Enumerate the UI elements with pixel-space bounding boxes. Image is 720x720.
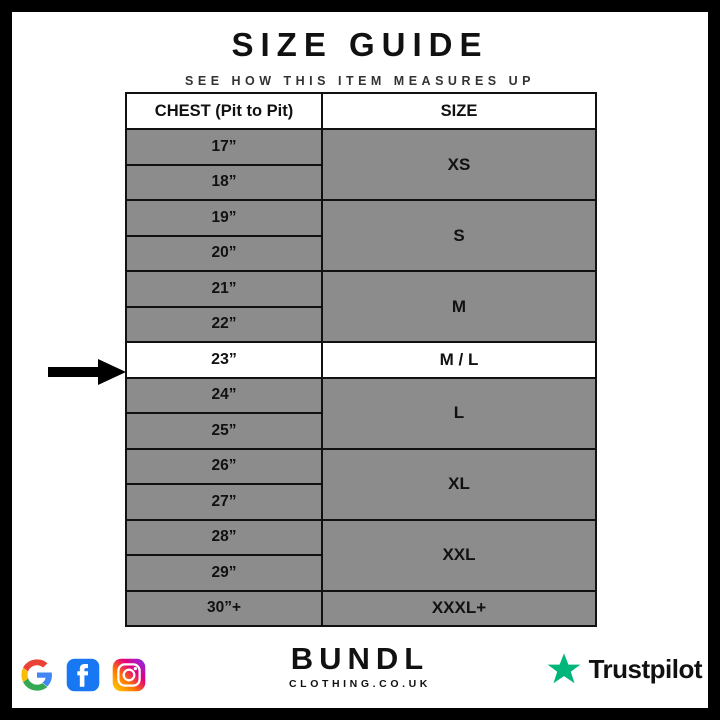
size-cell: M / L [322, 342, 596, 378]
chest-cell: 20” [126, 236, 322, 272]
table-row [126, 129, 596, 165]
footer [12, 636, 708, 698]
table-row [126, 271, 596, 307]
chest-cell: 23” [126, 342, 322, 378]
column-header-size: SIZE [322, 93, 596, 129]
chest-cell: 21” [126, 271, 322, 307]
brand-website: CLOTHING.CO.UK [289, 678, 431, 690]
chest-cell: 22” [126, 307, 322, 343]
size-cell: XL [322, 449, 596, 520]
trustpilot-label: Trustpilot [588, 653, 702, 684]
table-row [126, 200, 596, 236]
highlight-arrow-icon [48, 359, 126, 385]
chest-cell: 29” [126, 555, 322, 591]
chest-cell: 18” [126, 165, 322, 201]
page-subtitle: SEE HOW THIS ITEM MEASURES UP [185, 74, 535, 88]
column-header-chest: CHEST (Pit to Pit) [126, 93, 322, 129]
table-row [126, 342, 596, 378]
brand-name: BUNDL [290, 641, 430, 677]
trustpilot-star-icon [547, 652, 581, 686]
chest-cell: 27” [126, 484, 322, 520]
table-body [126, 129, 596, 626]
chest-cell: 26” [126, 449, 322, 485]
size-cell: XXXL+ [322, 591, 596, 627]
table-row [126, 591, 596, 627]
size-cell: XXL [322, 520, 596, 591]
trustpilot-badge[interactable] [547, 652, 702, 686]
chest-cell: 25” [126, 413, 322, 449]
page-title: SIZE GUIDE [231, 26, 489, 63]
size-table-wrapper [125, 92, 595, 627]
size-cell: S [322, 200, 596, 271]
table-row [126, 520, 596, 556]
chest-cell: 30”+ [126, 591, 322, 627]
chest-cell: 24” [126, 378, 322, 414]
size-cell: M [322, 271, 596, 342]
chest-cell: 19” [126, 200, 322, 236]
table-row [126, 378, 596, 414]
size-guide-card [12, 12, 708, 708]
size-table [125, 92, 597, 627]
chest-cell: 17” [126, 129, 322, 165]
table-header-row [126, 93, 596, 129]
size-cell: L [322, 378, 596, 449]
table-row [126, 449, 596, 485]
chest-cell: 28” [126, 520, 322, 556]
size-cell: XS [322, 129, 596, 200]
